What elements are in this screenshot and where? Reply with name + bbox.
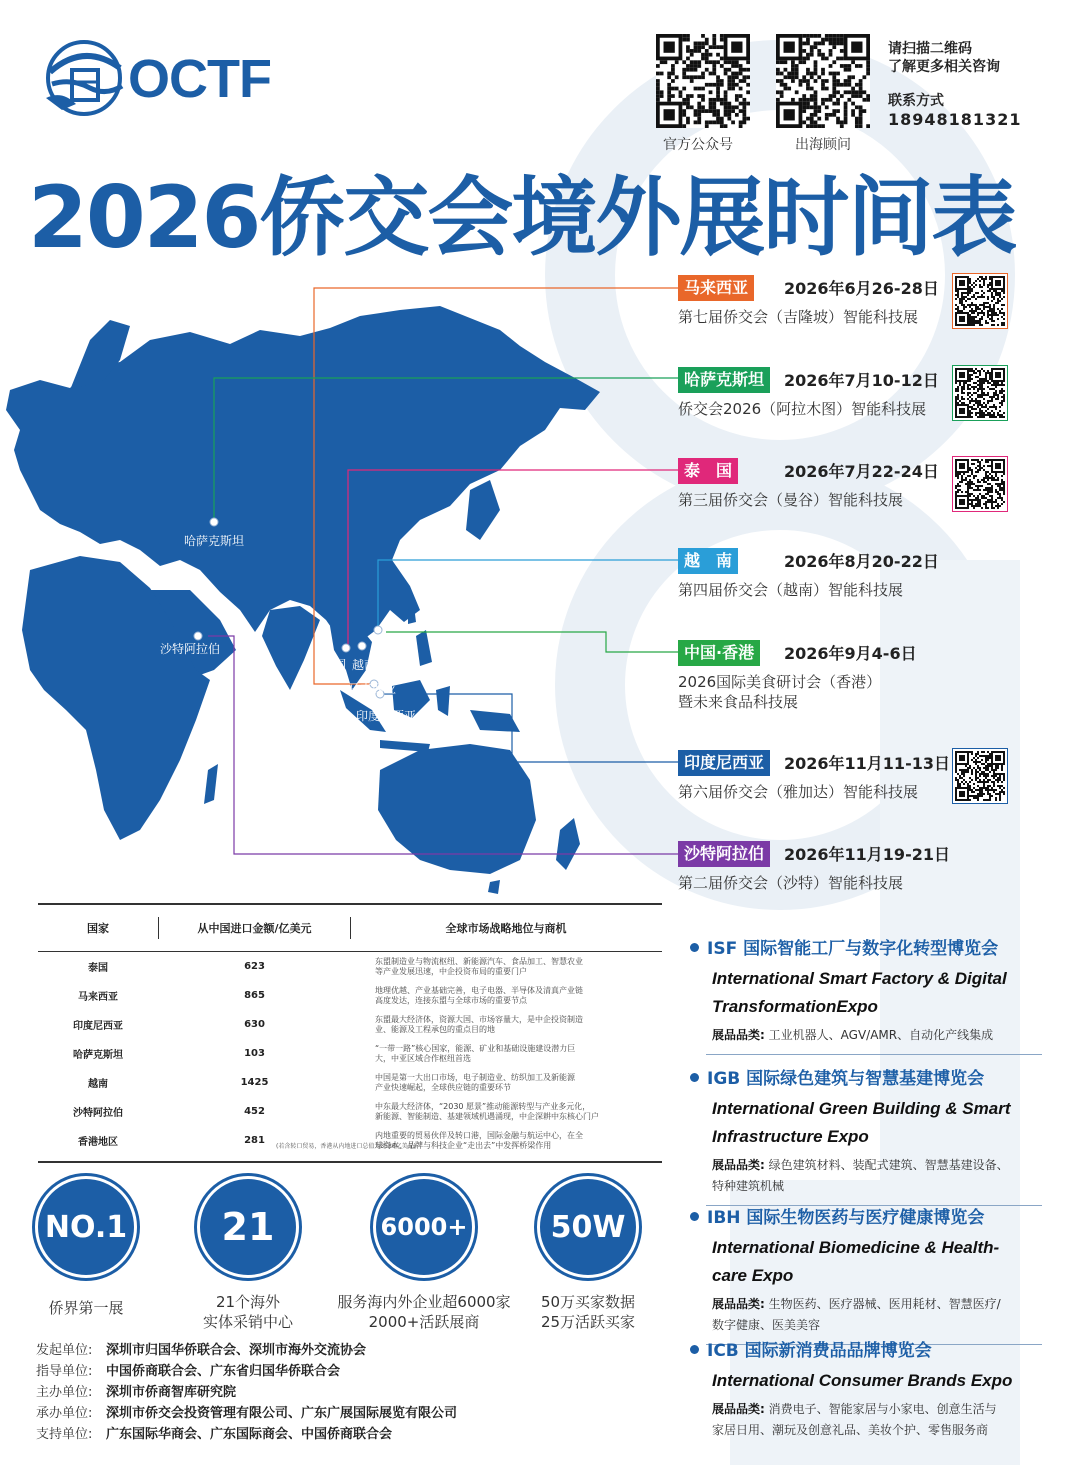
- globe-fish-icon: [42, 38, 128, 118]
- event-date: 2026年8月20-22日: [784, 552, 939, 571]
- expo-title-cn: ICB 国际新消费品品牌博览会: [690, 1336, 1042, 1361]
- qr-advisor-caption: 出海顾问: [795, 137, 851, 153]
- event-country-tag: 中国·香港: [678, 640, 760, 666]
- col-strategy: 全球市场战略地位与商机: [445, 922, 567, 935]
- event-country-tag: 沙特阿拉伯: [678, 841, 770, 867]
- organiser-role: 主办单位:: [36, 1385, 93, 1400]
- table-body: [38, 952, 662, 1155]
- event-date: 2026年11月19-21日: [784, 845, 950, 864]
- organiser-row: [36, 1424, 457, 1445]
- line-vietnam: [378, 560, 678, 630]
- stat-centers: [148, 1176, 348, 1332]
- expo-isf: [690, 934, 1042, 1055]
- qr-code-advisor[interactable]: [776, 34, 870, 128]
- table-row: [38, 981, 662, 1010]
- event-country-tag: 哈萨克斯坦: [678, 367, 770, 393]
- map-label-malaysia: 马来西亚: [348, 682, 397, 696]
- japan: [466, 480, 500, 540]
- organiser-role: 发起单位:: [36, 1343, 93, 1358]
- organiser-row: [36, 1403, 457, 1424]
- table-row: [38, 1068, 662, 1097]
- event-qr-code[interactable]: [952, 748, 1008, 804]
- stat-circle: [35, 1176, 137, 1278]
- row-amount-note: (若含转口贸易，香港从内地进口总值为3586亿美元): [276, 1143, 416, 1150]
- expo-categories: 展品品类: 消费电子、智能家居与小家电、创意生活与 家居日用、潮玩及创意礼品、美妆个护、零售服务商: [712, 1402, 997, 1437]
- map-label-indonesia: 印度尼西亚: [356, 709, 417, 723]
- philippines: [416, 630, 432, 666]
- event-qr-code[interactable]: [952, 456, 1008, 512]
- expo-title-en: International Consumer Brands Expo: [712, 1371, 1013, 1390]
- expo-title-en: International Green Building & Smart Infrastructure Expo: [712, 1099, 1011, 1146]
- row-country: 沙特阿拉伯: [73, 1108, 123, 1119]
- event-desc: 第二届侨交会（沙特）智能科技展: [678, 874, 904, 892]
- dot-thailand: [342, 644, 350, 652]
- event-qr-code[interactable]: [952, 273, 1008, 329]
- table-row: [38, 1039, 662, 1068]
- contact-label: 联系方式: [888, 93, 944, 109]
- row-strategy: 中东最大经济体，“2030 愿景”推动能源转型与产业多元化， 新能源、智能制造、基建领域机遇涌现，中企深耕中东核心门户: [375, 1101, 599, 1121]
- stat-value: 50W: [550, 1209, 626, 1245]
- organiser-row: [36, 1340, 457, 1361]
- row-strategy: “一带一路”核心国家，能源、矿业和基础设施建设潜力巨 大，中亚区域合作枢纽首选: [375, 1043, 576, 1063]
- table-header: [38, 905, 662, 951]
- expo-title-en: International Smart Factory & Digital TransformationExpo: [712, 969, 1007, 1016]
- event-desc: 侨交会2026（阿拉木图）智能科技展: [678, 400, 927, 418]
- map-label-vietnam: 越南: [352, 658, 377, 672]
- organiser-names: 中国侨商联合会、广东省归国华侨联合会: [106, 1364, 341, 1379]
- event-country-tag: 泰 国: [678, 458, 738, 484]
- row-amount: 103: [244, 1048, 265, 1059]
- expo-categories: 展品品类: 绿色建筑材料、装配式建筑、智慧基建设备、 特种建筑机械: [712, 1158, 1009, 1193]
- event-desc: 第六届侨交会（雅加达）智能科技展: [678, 783, 919, 801]
- tasmania: [488, 880, 500, 894]
- expo-icb: [690, 1336, 1042, 1441]
- row-country: 越南: [88, 1079, 108, 1090]
- event-kazakhstan[interactable]: [678, 367, 1018, 419]
- table-row: [38, 952, 662, 981]
- row-amount: 281 (若含转口贸易，香港从内地进口总值为3586亿美元): [244, 1135, 416, 1150]
- expo-title-cn: ISF 国际智能工厂与数字化转型博览会: [690, 934, 1042, 959]
- row-strategy: 内地重要的贸易伙伴及转口港，国际金融与航运中心，在全 球资本、品牌与科技企业“走出去”中发挥桥梁作用: [375, 1130, 583, 1150]
- expo-title-en: International Biomedicine & Health- care Expo: [712, 1238, 1000, 1285]
- bullet-icon: [690, 943, 699, 952]
- stat-label: 侨界第一展: [48, 1299, 124, 1317]
- row-country: 印度尼西亚: [73, 1021, 123, 1032]
- row-country: 马来西亚: [78, 992, 118, 1003]
- event-date: 2026年7月22-24日: [784, 462, 939, 481]
- bullet-icon: [690, 1345, 699, 1354]
- contact-phone[interactable]: 18948181321: [888, 110, 1022, 129]
- event-desc-line2: 暨未来食品科技展: [678, 693, 799, 711]
- row-country: 哈萨克斯坦: [73, 1050, 123, 1061]
- row-amount: 630: [244, 1019, 265, 1030]
- map-label-thailand: 泰国: [322, 658, 347, 672]
- stat-label: [148, 1292, 348, 1332]
- organiser-names: 深圳市侨交会投资管理有限公司、广东广展国际展览有限公司: [106, 1406, 458, 1421]
- row-amount: 452: [244, 1106, 265, 1117]
- continents: [6, 306, 600, 894]
- row-amount: 865: [244, 990, 265, 1001]
- organiser-role: 支持单位:: [36, 1427, 93, 1442]
- table-row: [38, 1010, 662, 1039]
- event-date: 2026年7月10-12日: [784, 371, 939, 390]
- stat-label-line2: 25万活跃买家: [540, 1313, 636, 1331]
- table-row: [38, 1126, 662, 1155]
- event-country-tag: 印度尼西亚: [678, 750, 770, 776]
- event-date: 2026年11月11-13日: [784, 754, 950, 773]
- row-strategy: 地理优越、产业基础完善，电子电器、半导体及清真产业链 高度发达，连接东盟与全球市场的重要节点: [375, 985, 583, 1005]
- stat-circle: [197, 1176, 299, 1278]
- dot-hongkong: [374, 626, 382, 634]
- event-malaysia[interactable]: [678, 275, 1018, 327]
- row-country: 香港地区: [78, 1137, 118, 1148]
- madagascar: [204, 764, 218, 804]
- organiser-names: 广东国际华商会、广东国际商会、中国侨商联合会: [106, 1427, 393, 1442]
- stat-label-line1: 21个海外: [215, 1293, 281, 1311]
- event-hongkong[interactable]: [678, 640, 1018, 712]
- stat-label-line1: 服务海内外企业超6000家: [337, 1293, 511, 1311]
- event-desc: 第七届侨交会（吉隆坡）智能科技展: [678, 308, 919, 326]
- organiser-role: 指导单位:: [36, 1364, 93, 1379]
- row-strategy: 东盟制造业与物流枢纽、新能源汽车、食品加工、智慧农业 等产业发展迅速，中企投资布局的重要门户: [375, 956, 583, 976]
- event-thailand[interactable]: [678, 458, 1018, 510]
- stat-label: [488, 1292, 688, 1332]
- event-desc-line1: 2026国际美食研讨会（香港）: [678, 673, 882, 691]
- event-saudi[interactable]: [678, 841, 1018, 893]
- stat-label-line1: 50万买家数据: [540, 1293, 636, 1311]
- organiser-names: 深圳市侨商智库研究院: [106, 1385, 237, 1400]
- event-date: 2026年6月26-28日: [784, 279, 939, 298]
- event-desc: [678, 672, 1018, 712]
- organiser-row: [36, 1382, 457, 1403]
- col-amount: 从中国进口金额/亿美元: [197, 922, 312, 935]
- row-strategy: 中国是第一大出口市场，电子制造业、纺织加工及新能源 产业快速崛起，全球供应链的重要环节: [375, 1072, 575, 1092]
- event-desc: 第四届侨交会（越南）智能科技展: [678, 581, 904, 599]
- page-title: 2026侨交会境外展时间表: [28, 168, 1016, 268]
- stat-circle: [373, 1176, 475, 1278]
- event-country-tag: 越 南: [678, 548, 738, 574]
- map-label-kazakhstan: 哈萨克斯坦: [184, 534, 245, 548]
- organiser-row: [36, 1361, 457, 1382]
- stat-buyers: [488, 1176, 688, 1332]
- map-label-hongkong: 香港: [372, 644, 397, 658]
- event-vietnam[interactable]: [678, 548, 1018, 600]
- expo-igb: [690, 1064, 1042, 1206]
- stat-circle: [537, 1176, 639, 1278]
- scan-hint-line1: 请扫描二维码: [888, 41, 972, 57]
- expo-categories: 展品品类: 工业机器人、AGV/AMR、自动化产线集成: [712, 1028, 994, 1042]
- event-date: 2026年9月4-6日: [784, 644, 917, 663]
- bullet-icon: [690, 1073, 699, 1082]
- qr-official-caption: 官方公众号: [663, 137, 733, 153]
- market-table: [38, 903, 662, 1163]
- sulawesi: [436, 686, 450, 716]
- line-hongkong: [386, 632, 678, 652]
- organiser-role: 承办单位:: [36, 1406, 93, 1421]
- scan-hint-line2: 了解更多相关咨询: [888, 59, 1000, 75]
- event-indonesia[interactable]: [678, 750, 1018, 802]
- col-country: 国家: [87, 922, 109, 935]
- expo-categories: 展品品类: 生物医药、医疗器械、医用耗材、智慧医疗/ 数字健康、医美美容: [712, 1297, 1001, 1332]
- india: [262, 606, 320, 690]
- dot-kazakhstan: [210, 518, 218, 526]
- row-amount: 623: [244, 961, 265, 972]
- dot-saudi: [194, 632, 202, 640]
- event-country-tag: 马来西亚: [678, 275, 754, 301]
- stat-value: NO.1: [44, 1209, 128, 1245]
- new-zealand: [556, 818, 580, 870]
- expo-ibh: [690, 1203, 1042, 1345]
- row-amount: 1425: [240, 1077, 269, 1088]
- stat-label-line2: 实体采销中心: [202, 1313, 293, 1331]
- dot-vietnam: [358, 642, 366, 650]
- map-label-saudi: 沙特阿拉伯: [160, 642, 221, 656]
- qr-code-official[interactable]: [656, 34, 750, 128]
- table-row: [38, 1097, 662, 1126]
- row-country: 泰国: [88, 963, 108, 974]
- event-desc: 第三届侨交会（曼谷）智能科技展: [678, 491, 904, 509]
- stat-label-line2: 2000+活跃展商: [368, 1313, 480, 1331]
- stat-value: 21: [221, 1205, 275, 1249]
- organisers: [36, 1340, 457, 1445]
- organiser-names: 深圳市归国华侨联合会、深圳市海外交流协会: [106, 1343, 367, 1358]
- logo-text: OCTF: [128, 49, 271, 109]
- expo-title-cn: IGB 国际绿色建筑与智慧基建博览会: [690, 1064, 1042, 1089]
- event-qr-code[interactable]: [952, 365, 1008, 421]
- expo-title-cn: IBH 国际生物医药与医疗健康博览会: [690, 1203, 1042, 1228]
- bullet-icon: [690, 1212, 699, 1221]
- contact-block: [888, 40, 1021, 129]
- stat-value: 6000+: [380, 1213, 468, 1241]
- row-strategy: 东盟最大经济体，资源大国、市场容量大，是中企投资制造 业、能源及工程承包的重点目的地: [375, 1014, 583, 1034]
